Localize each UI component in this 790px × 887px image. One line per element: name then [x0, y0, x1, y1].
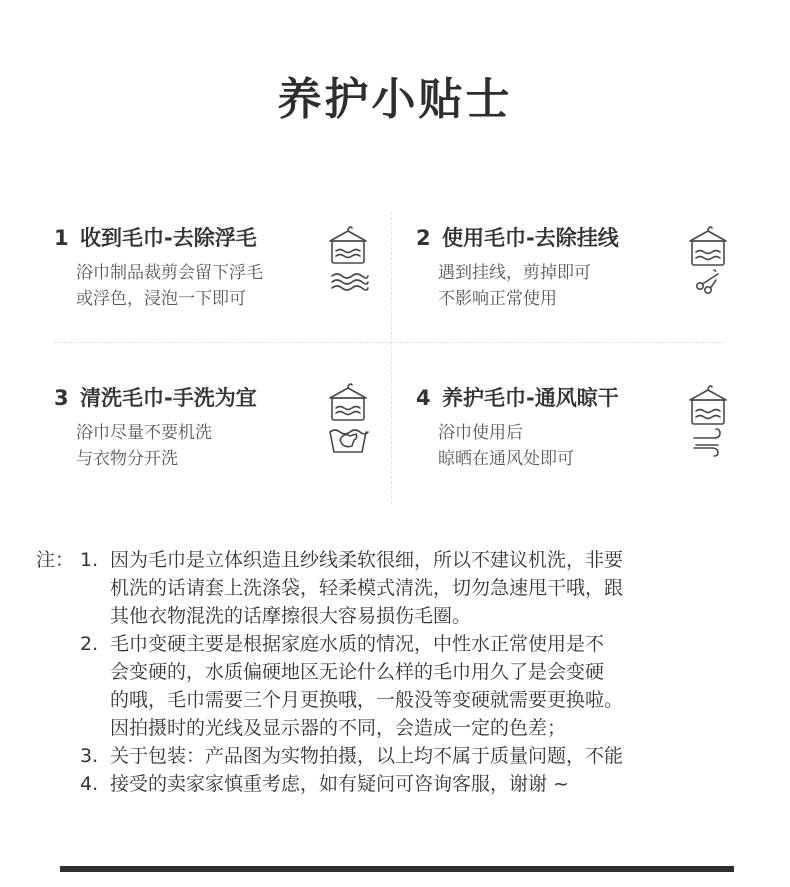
towel-on-hanger-water-icon	[324, 222, 372, 296]
note-line: 关于包装：产品图为实物拍摄，以上均不属于质量问题，不能	[110, 745, 624, 767]
tip-number: 1	[54, 226, 69, 250]
tip-heading	[54, 383, 257, 413]
tip-title: 收到毛巾-去除浮毛	[80, 226, 257, 250]
note-line: 其他衣物混洗的话摩擦很大容易损伤毛圈。	[110, 605, 472, 627]
note-number: 2.	[80, 633, 99, 655]
note-line: 毛巾变硬主要是根据家庭水质的情况，中性水正常使用是不	[110, 633, 605, 655]
towel-on-hanger-handwash-icon	[324, 382, 372, 456]
tip-heading	[416, 383, 619, 413]
note-number: 4.	[80, 773, 99, 795]
tip-text-line: 浴巾尽量不要机洗	[76, 423, 212, 443]
tip-text-line: 晾晒在通风处即可	[438, 449, 574, 469]
note-number: 1.	[80, 549, 99, 571]
tip-text-line: 浴巾制品裁剪会留下浮毛	[76, 263, 263, 283]
tip-text-line: 或浮色，浸泡一下即可	[76, 289, 246, 309]
towel-on-hanger-scissors-icon	[684, 222, 732, 296]
tip-number: 2	[416, 226, 431, 250]
note-line: 因为毛巾是立体织造且纱线柔软很细，所以不建议机洗，非要	[110, 549, 624, 571]
bottom-divider-bar	[60, 866, 734, 872]
tip-heading	[416, 223, 619, 253]
tip-text-line: 与衣物分开洗	[76, 449, 178, 469]
tip-text-line: 浴巾使用后	[438, 423, 523, 443]
tip-number: 3	[54, 386, 69, 410]
tip-number: 4	[416, 386, 431, 410]
tip-title: 养护毛巾-通风晾干	[442, 386, 619, 410]
tip-text-line: 遇到挂线，剪掉即可	[438, 263, 591, 283]
notes-label: 注：	[36, 549, 75, 571]
tip-title: 清洗毛巾-手洗为宜	[80, 386, 257, 410]
note-line: 会变硬的，水质偏硬地区无论什么样的毛巾用久了是会变硬	[110, 661, 605, 683]
note-line: 因拍摄时的光线及显示器的不同，会造成一定的色差；	[110, 717, 567, 739]
tip-title: 使用毛巾-去除挂线	[442, 226, 619, 250]
tip-heading	[54, 223, 257, 253]
note-number: 3.	[80, 745, 99, 767]
note-line: 接受的卖家家慎重考虑，如有疑问可咨询客服，谢谢 ~	[110, 773, 569, 795]
note-line: 机洗的话请套上洗涤袋，轻柔模式清洗，切勿急速甩干哦，跟	[110, 577, 624, 599]
note-line: 的哦，毛巾需要三个月更换哦，一般没等变硬就需要更换啦。	[110, 689, 624, 711]
towel-on-hanger-wind-icon	[684, 384, 732, 458]
page-title: 养护小贴士	[277, 74, 513, 125]
tip-text-line: 不影响正常使用	[438, 289, 557, 309]
